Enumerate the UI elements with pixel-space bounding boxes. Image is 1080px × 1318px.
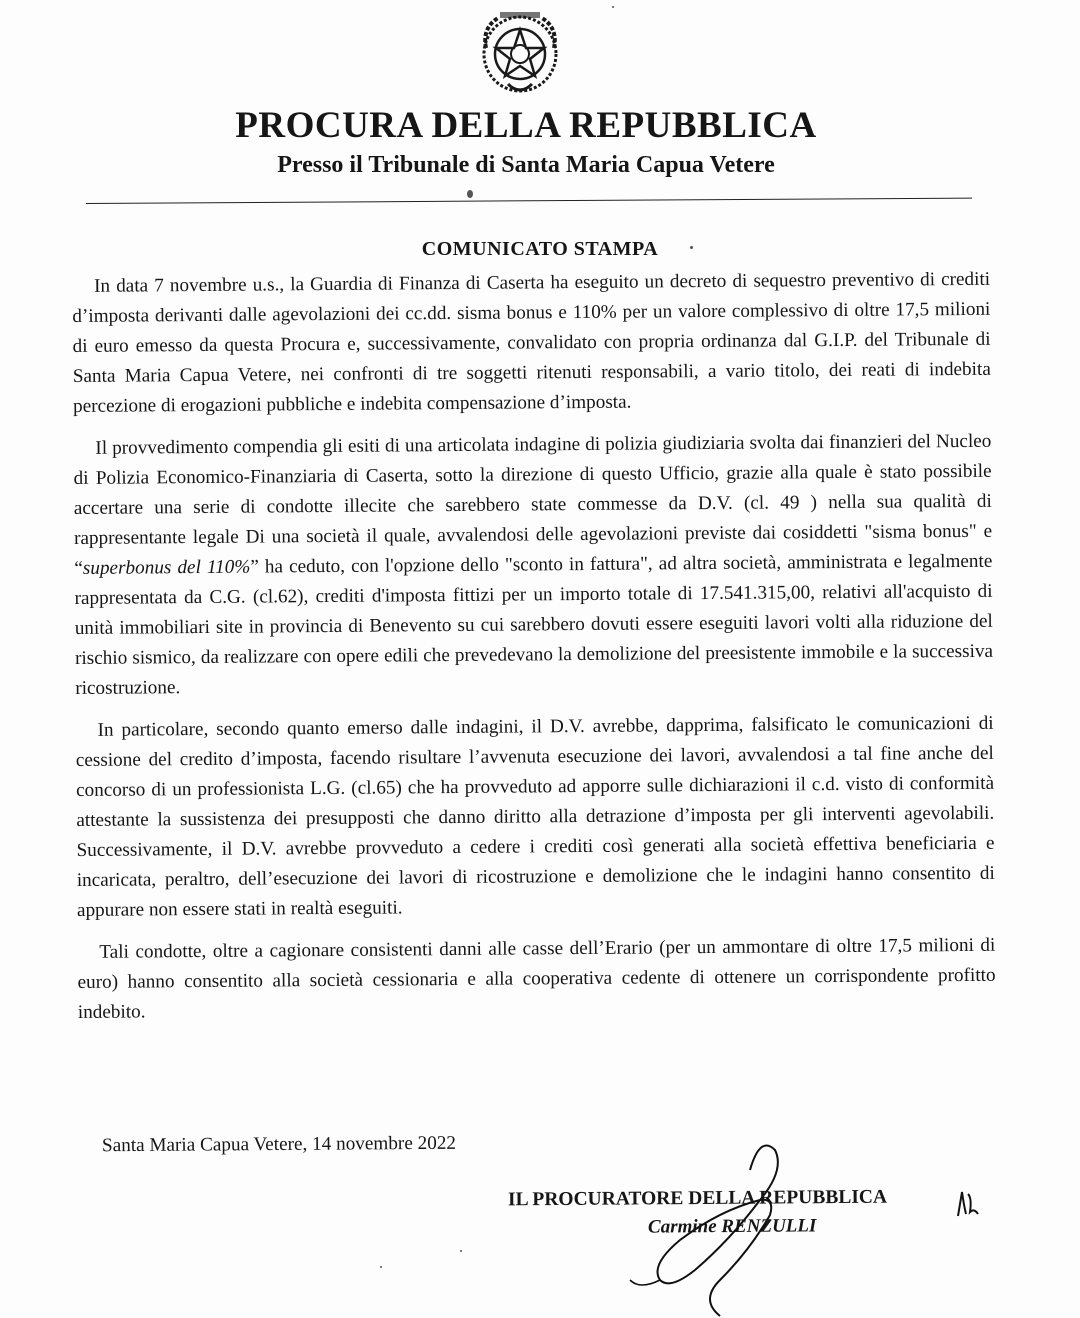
paragraph-2 xyxy=(73,427,993,704)
signatory-name: Carmine RENZULLI xyxy=(647,1215,817,1238)
scan-speck xyxy=(467,190,473,198)
paragraph-3: In particolare, secondo quanto emerso dalle indagini, il D.V. avrebbe, dapprima, falsificato le comunicazioni di cessione del credito d’imposta, facendo risultare l’avvenuta esecuzione dei lavori, avvalendosi a tal fine anche del concorso di un professionista L.G. (cl.65) che ha provveduto ad apporre sulle dichiarazioni il c.d. visto di conformità attestante la sussistenza dei presupposti che danno diritto alla detrazione d’imposta per gli interventi agevolabili. Successivamente, il D.V. avrebbe provveduto a cedere i crediti così generati alla società effettiva beneficiaria e incaricata, peraltro, dell’esecuzione dei lavori di ricostruzione e demolizione che le indagini hanno consentito di appurare non essere stati in realtà eseguiti. xyxy=(75,712,995,921)
paragraph-2-emphasis: superbonus del 110% xyxy=(82,556,251,579)
scan-speck xyxy=(460,1250,462,1252)
page-subtitle: Presso il Tribunale di Santa Maria Capua Vetere xyxy=(277,152,775,178)
signatory-title: IL PROCURATORE DELLA REPUBBLICA xyxy=(507,1186,888,1211)
page-title: PROCURA DELLA REPUBBLICA xyxy=(235,105,817,146)
scan-speck xyxy=(612,6,614,8)
paragraph-2-text-b: ” ha ceduto, con l'opzione dello "sconto in fattura", ad altra società, amministrata e legalmente rappresentata da C.G. (cl.62), crediti d'imposta fittizi per un importo totale di 17.541.315,00, relativi all'acquisto di unità immobiliari site in provincia di Benevento su cui sarebbero dovuti essere eseguiti lavori volti alla riduzione del rischio sismico, da realizzare con opere edili che prevedevano la demolizione del preesistente immobile e la successiva ricostruzione. xyxy=(74,550,994,699)
scan-speck xyxy=(690,246,693,249)
date-line: Santa Maria Capua Vetere, 14 novembre 2022 xyxy=(101,1132,457,1157)
initials-icon xyxy=(954,1188,984,1218)
document-heading: COMUNICATO STAMPA xyxy=(421,238,659,260)
document-body xyxy=(72,265,996,1040)
paragraph-1: In data 7 novembre u.s., la Guardia di Finanza di Caserta ha eseguito un decreto di sequestro preventivo di crediti d’imposta derivanti dalle agevolazioni dei cc.dd. sisma bonus e 110% per un valore complessivo di oltre 17,5 milioni di euro emesso da questa Procura e, successivamente, convalidato con propria ordinanza dal G.I.P. del Tribunale di Santa Maria Capua Vetere, nei confronti di tre soggetti ritenuti responsabili, a vario titolo, dei reati di indebita percezione di erogazioni pubbliche e indebita compensazione d’imposta. xyxy=(72,268,991,417)
emblem-icon xyxy=(478,8,562,96)
paragraph-4: Tali condotte, oltre a cagionare consistenti danni alle casse dell’Erario (per un ammontare di oltre 17,5 milioni di euro) hanno consentito alla società cessionaria e alla cooperativa cedente di ottenere un corrispondente profitto indebito. xyxy=(77,934,996,1023)
header-divider xyxy=(86,198,972,204)
signature-icon xyxy=(600,1130,800,1318)
paragraph-2-text-a: Il provvedimento compendia gli esiti di una articolata indagine di polizia giudiziaria svolta dai finanzieri del Nucleo di Polizia Economico-Finanziaria di Caserta, sotto la direzione di questo Ufficio, grazie alla quale è stato possibile accertare una serie di condotte illecite che sarebbero state commesse da D.V. (cl. 49 ) nella sua qualità di rappresentante legale Di una società il quale, avvalendosi delle agevolazioni previste dai cosiddetti "sisma bonus" e “ xyxy=(73,430,993,579)
scan-speck xyxy=(380,1266,382,1268)
